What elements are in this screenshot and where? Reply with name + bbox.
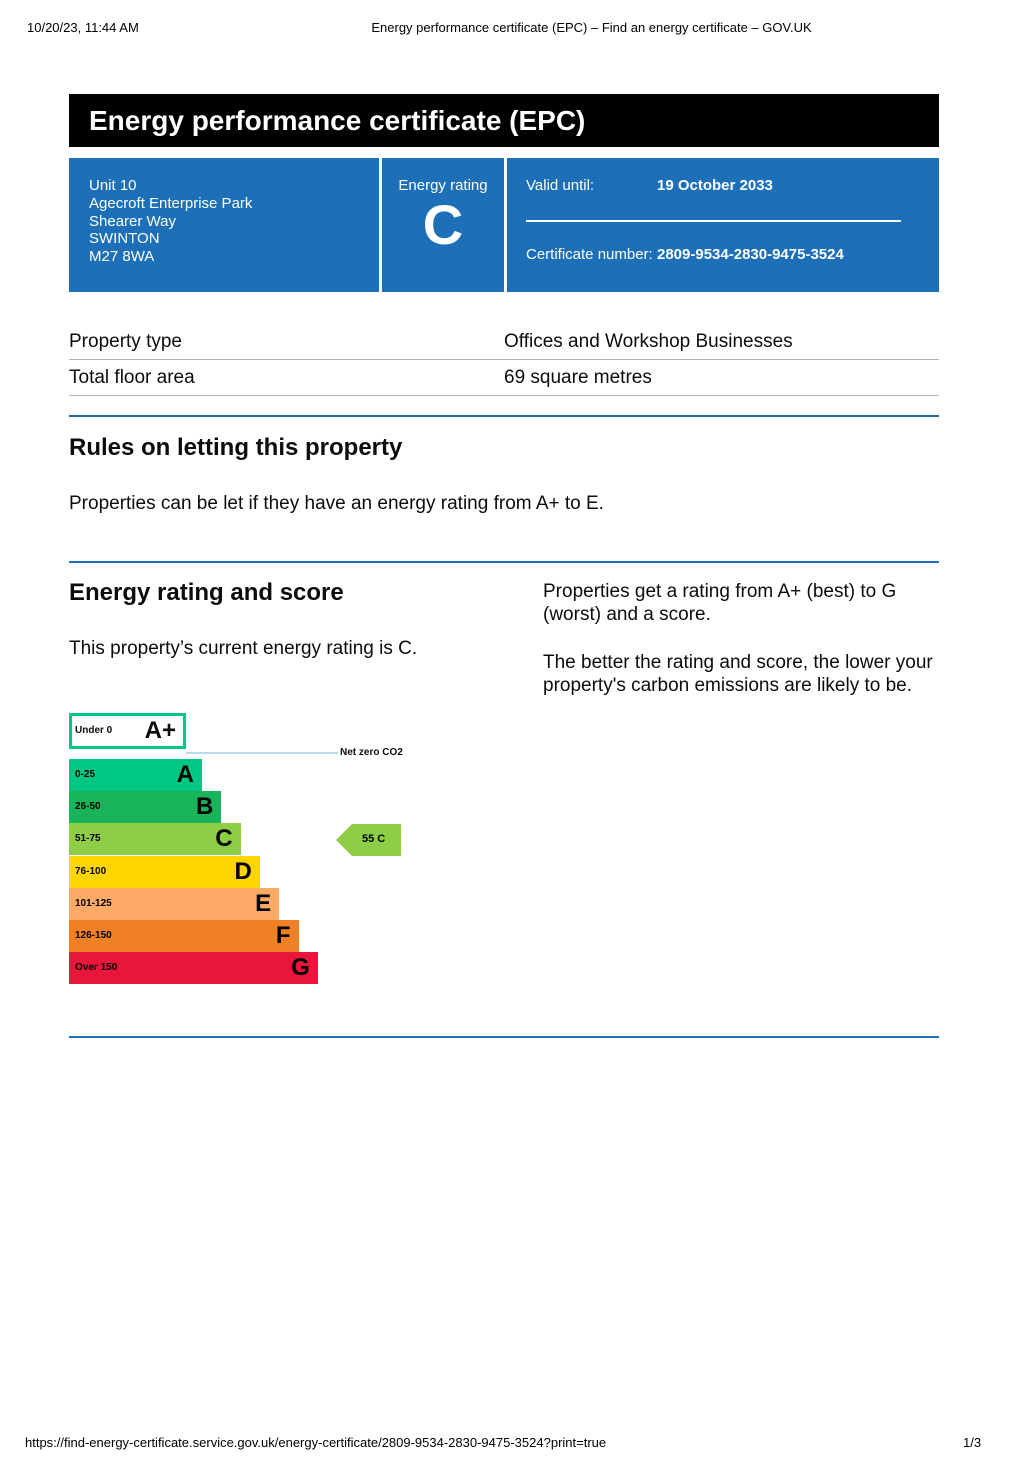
rating-info [543,580,943,722]
rating-info-text-2: The better the rating and score, the lower your property's carbon emissions are likely to be. [543,652,933,696]
address-box [69,158,379,292]
current-rating-pointer [336,824,401,856]
section-divider [69,1036,939,1038]
address-line-2: Agecroft Enterprise Park [89,194,253,212]
floor-area-label: Total floor area [69,367,195,388]
band-e-letter: E [255,889,272,917]
property-type-value: Offices and Workshop Businesses [504,331,793,352]
current-rating-text: This property’s current energy rating is C. [69,638,418,659]
band-e-range: 101-125 [75,897,112,909]
valid-until-label: Valid until: [526,177,595,194]
band-e [69,888,279,920]
print-datetime: 10/20/23, 11:44 AM [27,20,139,35]
rules-heading: Rules on letting this property [69,434,403,461]
band-b-range: 26-50 [75,801,101,813]
band-f-letter: F [275,922,291,949]
band-d-letter: D [234,857,252,885]
address-line-3: Shearer Way [89,212,176,230]
property-type-row [69,323,939,360]
floor-area-row [69,359,939,396]
certificate-box [507,158,939,292]
band-aplus-letter: A+ [144,717,176,744]
band-g-range: Over 150 [75,962,118,974]
band-d [69,856,260,888]
footer-url: https://find-energy-certificate.service.gov.uk/energy-certificate/2809-9534-2830-9475-3524?print=true [25,1435,607,1450]
section-divider [69,561,939,563]
page-number: 1/3 [963,1435,982,1450]
page-title: Energy performance certificate (EPC) [69,94,939,147]
valid-until-value: 19 October 2033 [657,177,773,194]
band-c [69,823,241,855]
address-line-4: SWINTON [89,230,160,248]
print-page-title: Energy performance certificate (EPC) – Find an energy certificate – GOV.UK [371,20,812,35]
section-divider [69,415,939,417]
band-c-letter: C [215,825,233,853]
band-aplus-range: Under 0 [75,725,113,736]
band-g [69,952,318,984]
band-a [69,759,202,791]
band-a-letter: A [176,761,194,788]
certificate-number-label: Certificate number: [526,246,653,263]
band-g-letter: G [291,954,310,982]
band-d-range: 76-100 [75,865,107,877]
net-zero-line [186,752,338,754]
certificate-divider [526,220,901,222]
energy-rating-letter: C [422,193,464,256]
energy-rating-label: Energy rating [398,177,488,194]
net-zero-label: Net zero CO2 [340,747,403,758]
property-type-label: Property type [69,331,182,352]
certificate-number-value: 2809-9534-2830-9475-3524 [657,246,844,263]
floor-area-value: 69 square metres [504,367,652,388]
band-a-range: 0-25 [75,769,96,780]
band-b-letter: B [195,793,214,821]
energy-rating-box [382,158,504,292]
rules-text: Properties can be let if they have an energy rating from A+ to E. [69,493,604,514]
band-b [69,791,221,823]
band-f-range: 126-150 [75,930,112,941]
current-rating-label: 55 C [362,833,386,845]
address-line-1: Unit 10 [89,177,137,194]
rating-info-text-1: Properties get a rating from A+ (best) to G (worst) and a score. [543,581,897,625]
band-c-range: 51-75 [75,833,101,845]
band-f [69,920,299,952]
address-line-5: M27 8WA [89,248,155,266]
energy-heading: Energy rating and score [69,579,344,606]
band-aplus [69,713,186,749]
